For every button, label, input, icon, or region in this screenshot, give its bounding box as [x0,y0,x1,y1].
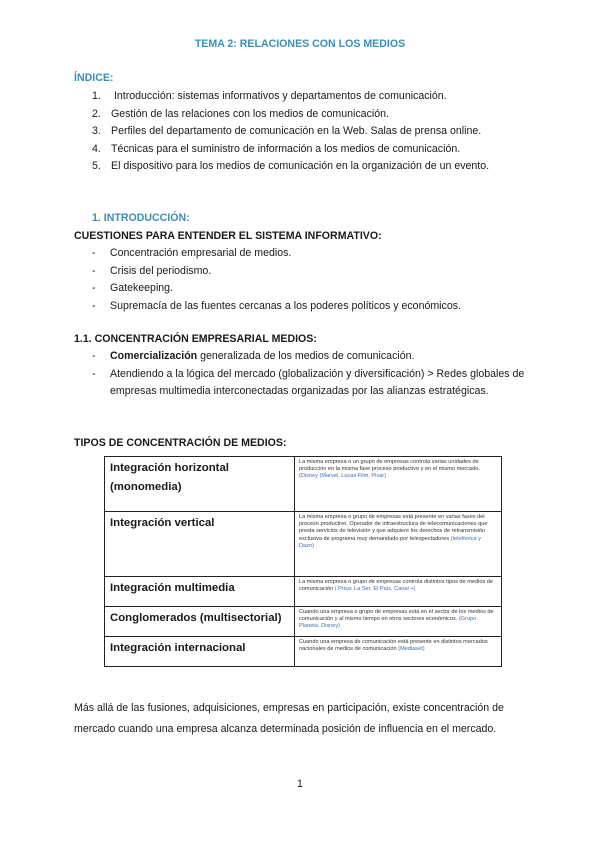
type-label: Integración horizontal (monomedia) [105,457,295,512]
list-item: - Comercialización generalizada de los medios de comunicación. [92,350,415,362]
closing-paragraph: Más allá de las fusiones, adquisiciones, empresas en participación, existe concentración de mercado cuando una empresa alcanza determinada posición de influencia en el mercado. [74,702,504,735]
index-item: 3. Perfiles del departamento de comunicación en la Web. Salas de prensa online. [92,125,482,137]
type-description: La misma empresa o grupo de empresas controla distintos tipos de medios de comunicación ( Prisa: La Ser, El País, Canal +) [295,577,502,607]
table-row [105,577,502,607]
index-item: 4. Técnicas para el suministro de información a los medios de comunicación. [92,142,461,155]
type-label: Integración internacional [105,637,295,667]
intro-heading: 1. INTRODUCCIÓN: [92,212,190,224]
type-description: La misma empresa o un grupo de empresas controla varias unidades de producción en la misma fase proceso productivo y en el mismo mercado. (Disney (Marvel, Lucas Film, Pixar) [295,457,502,512]
index-item: 1. Introducción: sistemas informativos y departamentos de comunicación. [92,90,447,102]
intro-list [92,245,461,315]
document-title: TEMA 2: RELACIONES CON LOS MEDIOS [194,38,406,50]
page-number: 1 [297,778,303,790]
index-item: 5. El dispositivo para los medios de comunicación en la organización de un evento. [92,160,490,172]
list-item: - Supremacía de las fuentes cercanas a los poderes políticos y económicos. [92,299,461,312]
table-row [105,457,502,512]
type-label: Conglomerados (multisectorial) [105,607,295,637]
section-1-1-heading: 1.1. CONCENTRACIÓN EMPRESARIAL MEDIOS: [74,333,317,345]
concentration-types-table [104,456,502,667]
list-item: - Atendiendo a la lógica del mercado (globalización y diversificación) > Redes globales de empresas multimedia interconectadas organizadas por las alianzas estratégicas. [92,367,525,397]
list-item: - Crisis del periodismo. [92,264,212,277]
list-item: - Concentración empresarial de medios. [92,247,292,259]
list-item: - Gatekeeping. [92,282,174,294]
table-row [105,512,502,577]
type-description: La misma empresa o grupo de empresas está presente en varias fases del proceso productivo. Operador de infraestructura de telecomunicaciones que presta servicios de televisión y que adquiere los derechos de retransmisión exclusiva de programa muy demandado por telespectadores (telefónica y Dazn) [295,512,502,577]
table-row [105,607,502,637]
table-row [105,637,502,667]
type-description: Cuando una empresa de comunicación está presente en distintos mercados nacionales de medios de comunicación (Mediaset) [295,637,502,667]
type-description: Cuando una empresa o grupo de empresas está en el sector de los medios de comunicación y al mismo tiempo en otros sectores económicos. (Grupo Planeta, Disney) [295,607,502,637]
index-list [92,88,489,176]
section-1-1-list [92,348,540,401]
type-label: Integración vertical [105,512,295,577]
tipos-heading: TIPOS DE CONCENTRACIÓN DE MEDIOS: [74,437,287,449]
index-item: 2. Gestión de las relaciones con los medios de comunicación. [92,107,389,120]
type-label: Integración multimedia [105,577,295,607]
index-heading: ÍNDICE: [74,72,114,84]
intro-subheading: CUESTIONES PARA ENTENDER EL SISTEMA INFORMATIVO: [74,230,382,242]
